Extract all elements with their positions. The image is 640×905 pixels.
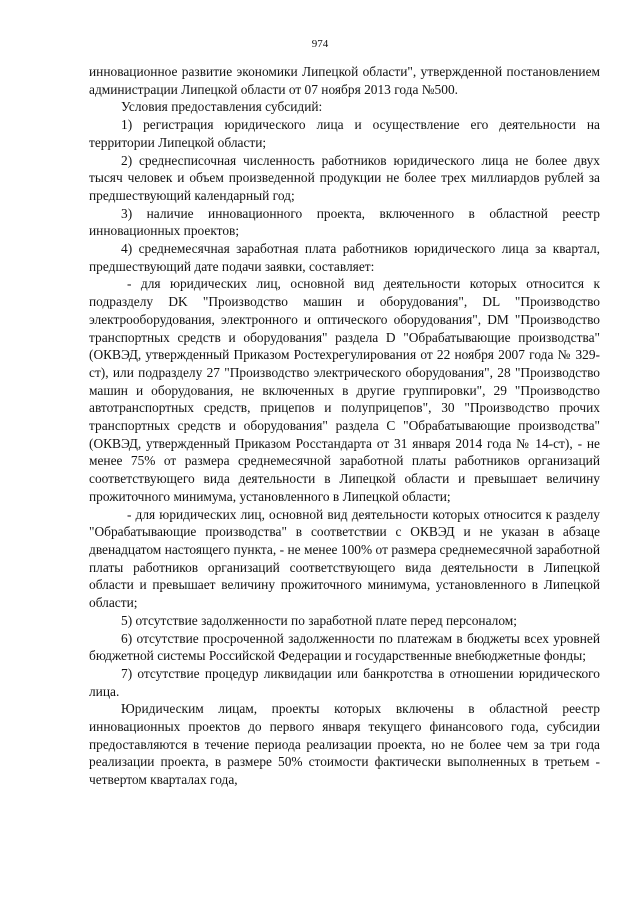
paragraph-condition-2: 2) среднесписочная численность работников юридического лица не более двух тысяч человек и объем произведенной продукции не более трех миллиардов рублей за предшествующий календарный год;	[89, 152, 600, 203]
paragraph-condition-3: 3) наличие инновационного проекта, включенного в областной реестр инновационных проектов;	[89, 205, 600, 239]
paragraph-intro-continuation: инновационное развитие экономики Липецкой области", утвержденной постановлением администрации Липецкой области от 07 ноября 2013 года №500.	[89, 64, 600, 97]
document-body	[89, 63, 600, 789]
paragraph-condition-4-item-b: - для юридических лиц, основной вид деятельности которых относится к разделу "Обрабатывающие производства" в соответствии с ОКВЭД и не указан в абзаце двенадцатом настоящего пункта, - не менее 100% от размера среднемесячной заработной платы работников организаций соответствующего вида деятельности в Липецкой области и превышает величину прожиточного минимума, установленного в Липецкой области;	[89, 506, 600, 611]
paragraph-condition-7: 7) отсутствие процедур ликвидации или банкротства в отношении юридического лица.	[89, 665, 600, 699]
paragraph-condition-4: 4) среднемесячная заработная плата работников юридического лица за квартал, предшествующий дате подачи заявки, составляет:	[89, 241, 600, 274]
paragraph-condition-6: 6) отсутствие просроченной задолженности по платежам в бюджеты всех уровней бюджетной системы Российской Федерации и государственные внебюджетные фонды;	[89, 630, 600, 664]
page-number: 974	[311, 38, 329, 50]
paragraph-conditions-heading: Условия предоставления субсидий:	[121, 99, 323, 115]
paragraph-condition-5: 5) отсутствие задолженности по заработной плате перед персоналом;	[121, 612, 517, 628]
paragraph-condition-1: 1) регистрация юридического лица и осуществление его деятельности на территории Липецкой области;	[89, 117, 600, 150]
paragraph-condition-4-item-a: - для юридических лиц, основной вид деятельности которых относится к подразделу DK "Производство машин и оборудования", DL "Производство электрооборудования, электронного и оптического оборудования", DM "Производство транспортных средств и оборудования" раздела D "Обрабатывающие производства" (ОКВЭД, утвержденный Приказом Ростехрегулирования от 22 ноября 2007 года № 329-ст), или подразделу 27 "Производство электрического оборудования", 28 "Производство машин и оборудования, не включенных в другие группировки", 29 "Производство автотранспортных средств, прицепов и полуприцепов", 30 "Производство прочих транспортных средств и оборудования" раздела C "Обрабатывающие производства" (ОКВЭД, утвержденный Приказом Росстандарта от 31 января 2014 года № 14-ст), - не менее 75% от размера среднемесячной заработной платы работников организаций соответствующего вида деятельности в Липецкой области и превышает величину прожиточного минимума, установленного в Липецкой области;	[89, 276, 600, 504]
paragraph-subsidy-terms: Юридическим лицам, проекты которых включены в областной реестр инновационных проектов до первого января текущего финансового года, субсидии предоставляются в течение периода реализации проекта, но не более чем за три года реализации проекта, в размере 50% стоимости фактически выполненных в третьем - четвертом кварталах года,	[89, 701, 600, 788]
